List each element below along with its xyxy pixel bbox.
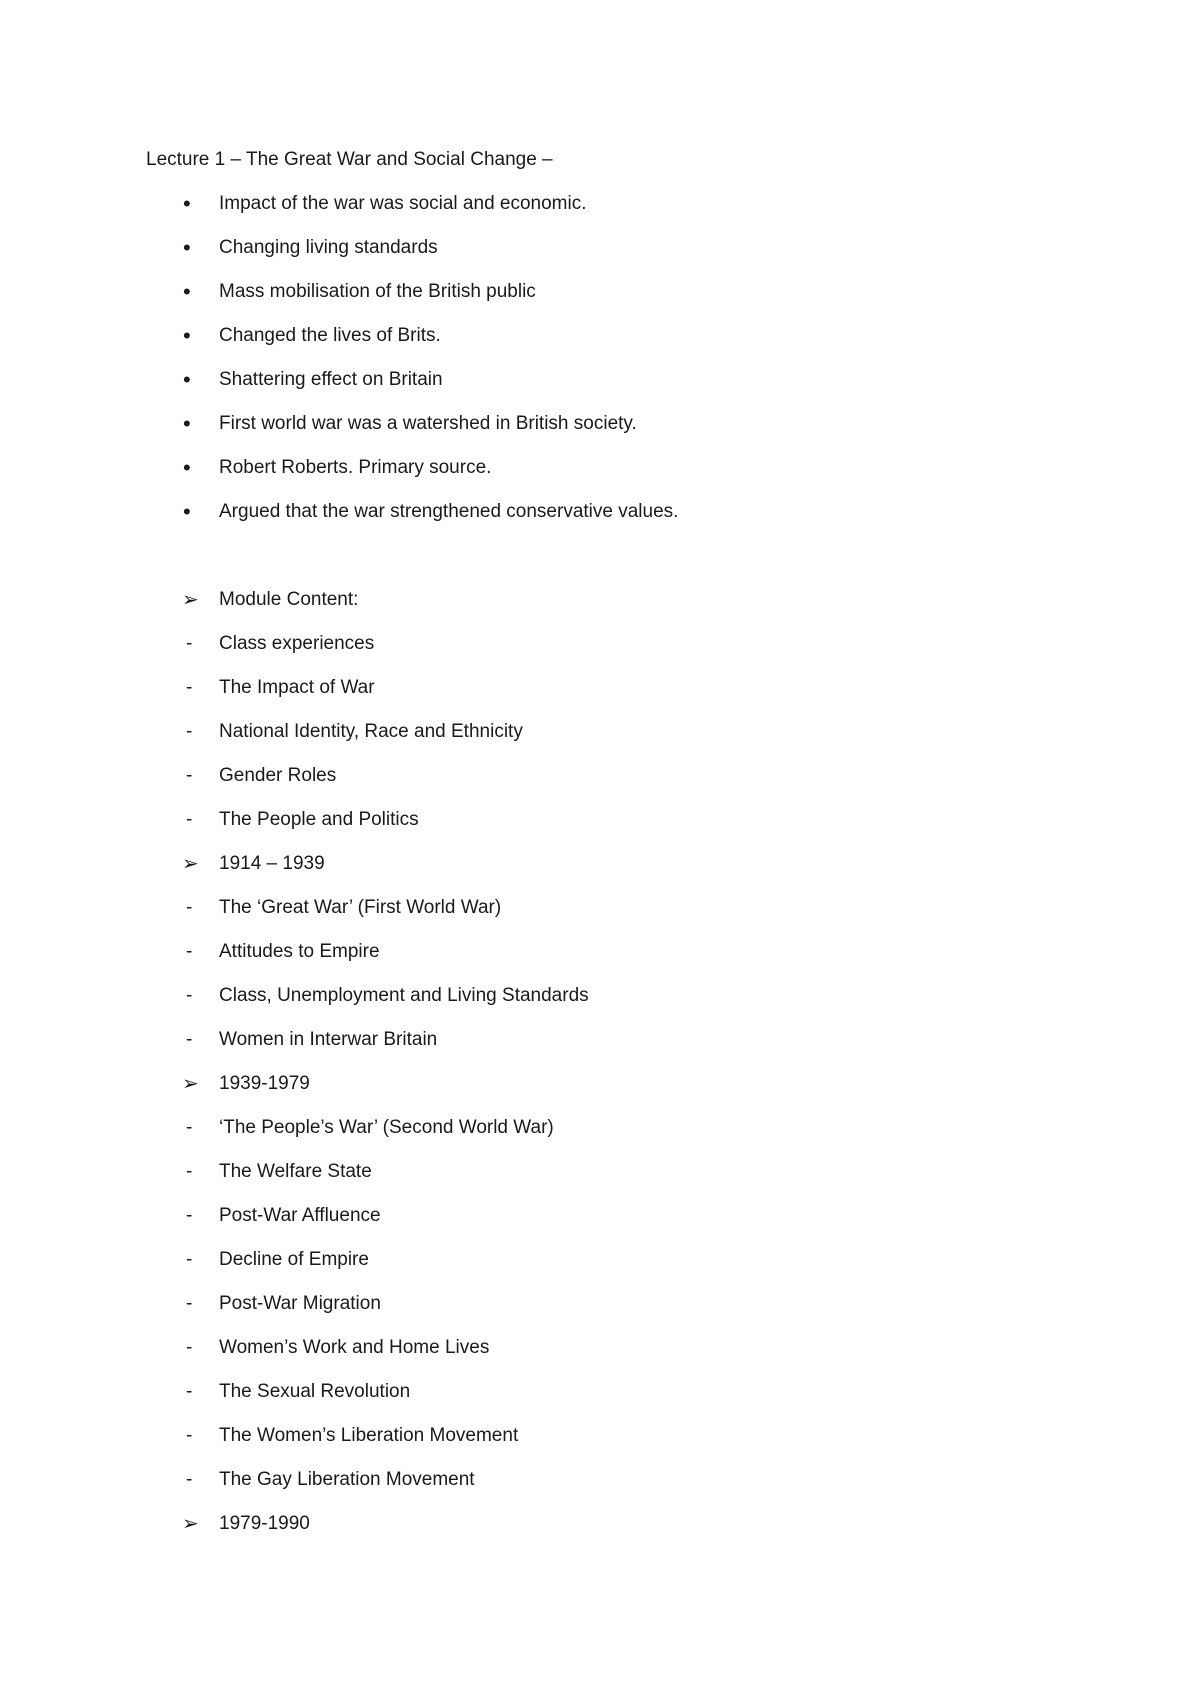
dash-icon: - bbox=[186, 941, 193, 962]
dash-icon: - bbox=[186, 633, 193, 654]
dash-icon: - bbox=[186, 1337, 193, 1358]
dash-icon: - bbox=[186, 1205, 193, 1226]
dash-item bbox=[0, 1202, 1200, 1230]
item-text: Argued that the war strengthened conservative values. bbox=[219, 501, 679, 522]
dash-item bbox=[0, 674, 1200, 702]
dash-item bbox=[0, 1290, 1200, 1318]
item-text: Changing living standards bbox=[219, 237, 438, 258]
bullet-icon: • bbox=[183, 191, 191, 216]
item-text: Class, Unemployment and Living Standards bbox=[219, 985, 589, 1006]
dash-item bbox=[0, 1026, 1200, 1054]
item-text: ‘The People’s War’ (Second World War) bbox=[219, 1117, 554, 1138]
item-text: Impact of the war was social and economic. bbox=[219, 193, 587, 214]
bullet-icon: • bbox=[183, 455, 191, 480]
bullet-icon: • bbox=[183, 323, 191, 348]
item-text: Robert Roberts. Primary source. bbox=[219, 457, 492, 478]
dash-item bbox=[0, 894, 1200, 922]
dash-icon: - bbox=[186, 1161, 193, 1182]
dash-item bbox=[0, 1422, 1200, 1450]
dash-item bbox=[0, 1114, 1200, 1142]
arrow-bullet-icon: ➢ bbox=[182, 589, 199, 611]
dash-item bbox=[0, 718, 1200, 746]
dash-item bbox=[0, 1158, 1200, 1186]
bullet-icon: • bbox=[183, 411, 191, 436]
item-text: Module Content: bbox=[219, 589, 359, 610]
item-text: 1979-1990 bbox=[219, 1513, 310, 1534]
bullet-item bbox=[0, 410, 1200, 438]
dash-item bbox=[0, 806, 1200, 834]
section-heading-item bbox=[0, 1070, 1200, 1098]
dash-icon: - bbox=[186, 677, 193, 698]
item-text: The ‘Great War’ (First World War) bbox=[219, 897, 502, 918]
section-heading-item bbox=[0, 850, 1200, 878]
item-text: The Welfare State bbox=[219, 1161, 372, 1182]
dash-icon: - bbox=[186, 985, 193, 1006]
dash-icon: - bbox=[186, 809, 193, 830]
dash-icon: - bbox=[186, 1249, 193, 1270]
item-text: The Women’s Liberation Movement bbox=[219, 1425, 519, 1446]
dash-icon: - bbox=[186, 1469, 193, 1490]
document-title: Lecture 1 – The Great War and Social Change – bbox=[146, 149, 553, 170]
item-text: 1914 – 1939 bbox=[219, 853, 325, 874]
item-text: The People and Politics bbox=[219, 809, 419, 830]
item-text: National Identity, Race and Ethnicity bbox=[219, 721, 523, 742]
item-text: Decline of Empire bbox=[219, 1249, 369, 1270]
item-text: Gender Roles bbox=[219, 765, 337, 786]
item-text: 1939-1979 bbox=[219, 1073, 310, 1094]
bullet-item bbox=[0, 278, 1200, 306]
item-text: Attitudes to Empire bbox=[219, 941, 380, 962]
bullet-item bbox=[0, 454, 1200, 482]
dash-icon: - bbox=[186, 1029, 193, 1050]
item-text: Post-War Migration bbox=[219, 1293, 381, 1314]
bullet-icon: • bbox=[183, 279, 191, 304]
dash-item bbox=[0, 1334, 1200, 1362]
dash-item bbox=[0, 938, 1200, 966]
bullet-item bbox=[0, 234, 1200, 262]
item-text: The Sexual Revolution bbox=[219, 1381, 411, 1402]
bullet-item bbox=[0, 498, 1200, 526]
bullet-item bbox=[0, 366, 1200, 394]
bullet-icon: • bbox=[183, 235, 191, 260]
item-text: Post-War Affluence bbox=[219, 1205, 381, 1226]
bullet-icon: • bbox=[183, 499, 191, 524]
item-text: Class experiences bbox=[219, 633, 375, 654]
bullet-item bbox=[0, 190, 1200, 218]
item-text: First world war was a watershed in British society. bbox=[219, 413, 637, 434]
dash-icon: - bbox=[186, 765, 193, 786]
dash-item bbox=[0, 1246, 1200, 1274]
item-text: Shattering effect on Britain bbox=[219, 369, 443, 390]
section-heading-item bbox=[0, 586, 1200, 614]
arrow-bullet-icon: ➢ bbox=[182, 1073, 199, 1095]
dash-item bbox=[0, 630, 1200, 658]
dash-icon: - bbox=[186, 1293, 193, 1314]
arrow-bullet-icon: ➢ bbox=[182, 853, 199, 875]
item-text: The Gay Liberation Movement bbox=[219, 1469, 475, 1490]
bullet-item bbox=[0, 322, 1200, 350]
dash-icon: - bbox=[186, 721, 193, 742]
bullet-icon: • bbox=[183, 367, 191, 392]
section-heading-item bbox=[0, 1510, 1200, 1538]
item-text: Mass mobilisation of the British public bbox=[219, 281, 536, 302]
dash-item bbox=[0, 762, 1200, 790]
item-text: Changed the lives of Brits. bbox=[219, 325, 441, 346]
item-text: Women in Interwar Britain bbox=[219, 1029, 438, 1050]
dash-item bbox=[0, 1378, 1200, 1406]
item-text: The Impact of War bbox=[219, 677, 375, 698]
arrow-bullet-icon: ➢ bbox=[182, 1513, 199, 1535]
dash-item bbox=[0, 982, 1200, 1010]
dash-icon: - bbox=[186, 1117, 193, 1138]
dash-icon: - bbox=[186, 1381, 193, 1402]
dash-icon: - bbox=[186, 1425, 193, 1446]
dash-item bbox=[0, 1466, 1200, 1494]
dash-icon: - bbox=[186, 897, 193, 918]
item-text: Women’s Work and Home Lives bbox=[219, 1337, 490, 1358]
